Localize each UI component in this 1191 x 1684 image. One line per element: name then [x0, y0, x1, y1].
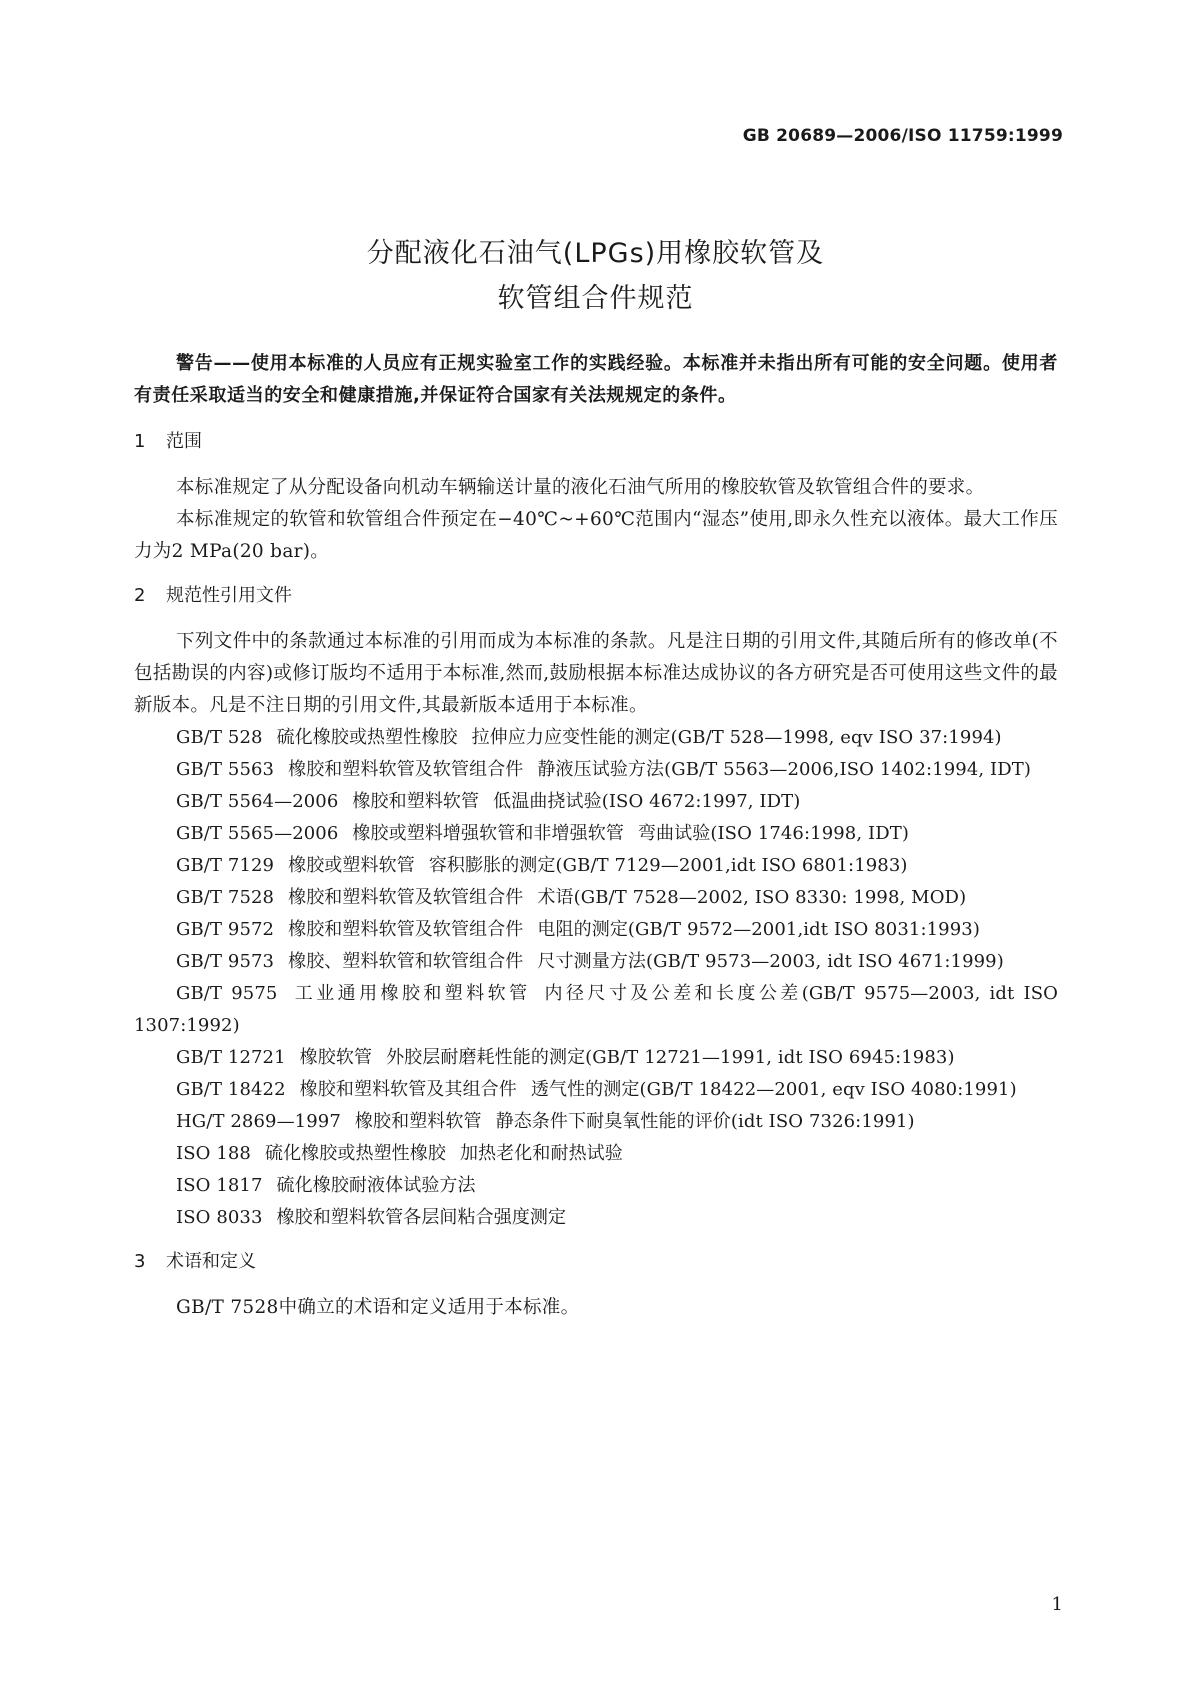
- section-heading: [134, 1246, 1058, 1278]
- reference-subtitle: 弯曲试验(ISO 1746:1998, IDT): [637, 823, 909, 844]
- reference-subtitle: 拉伸应力应变性能的测定(GB/T 528—1998, eqv ISO 37:1994): [471, 727, 1002, 748]
- reference-subtitle: 低温曲挠试验(ISO 4672:1997, IDT): [493, 791, 801, 812]
- reference-subtitle: 内径尺寸及公差和长度公差(GB/T 9575—2003, idt ISO 1307:1992): [134, 983, 1059, 1036]
- reference-code: GB/T 528: [176, 727, 263, 748]
- reference-title: 工业通用橡胶和塑料软管: [291, 983, 531, 1004]
- section-heading: [134, 580, 1058, 612]
- reference-title: 橡胶和塑料软管: [352, 791, 480, 812]
- reference-subtitle: 外胶层耐磨耗性能的测定(GB/T 12721—1991, idt ISO 6945:1983): [386, 1047, 955, 1068]
- reference-code: GB/T 7129: [176, 855, 275, 876]
- reference-item: [134, 978, 1058, 1042]
- document-title-line-2: 软管组合件规范: [497, 283, 694, 314]
- reference-code: HG/T 2869—1997: [176, 1111, 341, 1132]
- reference-item: [134, 946, 1058, 978]
- reference-code: GB/T 5565—2006: [176, 823, 339, 844]
- section-title: 术语和定义: [166, 1251, 256, 1272]
- reference-subtitle: 电阻的测定(GB/T 9572—2001,idt ISO 8031:1993): [537, 919, 980, 940]
- reference-code: GB/T 9575: [176, 983, 278, 1004]
- reference-item: [134, 882, 1058, 914]
- reference-title: 硫化橡胶或热塑性橡胶: [264, 1143, 446, 1164]
- reference-item: [134, 850, 1058, 882]
- reference-code: GB/T 7528: [176, 887, 275, 908]
- warning-paragraph: 警告——使用本标准的人员应有正规实验室工作的实践经验。本标准并未指出所有可能的安全问题。使用者有责任采取适当的安全和健康措施,并保证符合国家有关法规规定的条件。: [134, 353, 1058, 406]
- reference-title: 橡胶或塑料增强软管和非增强软管: [352, 823, 624, 844]
- reference-subtitle: 静液压试验方法(GB/T 5563—2006,ISO 1402:1994, IDT): [537, 759, 1031, 780]
- reference-item: [134, 818, 1058, 850]
- reference-title: 硫化橡胶或热塑性橡胶: [276, 727, 458, 748]
- reference-item: [134, 722, 1058, 754]
- reference-code: ISO 8033: [176, 1207, 263, 1228]
- reference-code: GB/T 9573: [176, 951, 275, 972]
- reference-item: [134, 914, 1058, 946]
- reference-item: [134, 1138, 1058, 1170]
- standard-number: GB 20689—2006/ISO 11759:1999: [742, 126, 1063, 146]
- reference-subtitle: 尺寸测量方法(GB/T 9573—2003, idt ISO 4671:1999): [537, 951, 1004, 972]
- reference-subtitle: 容积膨胀的测定(GB/T 7129—2001,idt ISO 6801:1983): [428, 855, 908, 876]
- reference-title: 橡胶和塑料软管及软管组合件: [288, 919, 524, 940]
- reference-subtitle: 术语(GB/T 7528—2002, ISO 8330: 1998, MOD): [537, 887, 967, 908]
- reference-title: 橡胶和塑料软管: [354, 1111, 482, 1132]
- document-body: [134, 348, 1058, 1336]
- reference-list: [134, 722, 1058, 1234]
- reference-code: GB/T 9572: [176, 919, 275, 940]
- section-scope: [134, 426, 1058, 568]
- reference-item: [134, 786, 1058, 818]
- reference-code: GB/T 18422: [176, 1079, 286, 1100]
- reference-title: 橡胶软管: [299, 1047, 373, 1068]
- reference-code: GB/T 5564—2006: [176, 791, 339, 812]
- page-number: 1: [1051, 1594, 1063, 1615]
- reference-item: [134, 1202, 1058, 1234]
- reference-code: ISO 1817: [176, 1175, 263, 1196]
- reference-item: [134, 754, 1058, 786]
- reference-item: [134, 1074, 1058, 1106]
- section-normative-references: [134, 580, 1058, 1234]
- section-title: 规范性引用文件: [166, 585, 292, 606]
- reference-code: GB/T 12721: [176, 1047, 286, 1068]
- reference-item: [134, 1042, 1058, 1074]
- reference-title: 橡胶、塑料软管和软管组合件: [288, 951, 524, 972]
- section-terms-definitions: [134, 1246, 1058, 1324]
- reference-subtitle: 静态条件下耐臭氧性能的评价(idt ISO 7326:1991): [495, 1111, 915, 1132]
- reference-code: ISO 188: [176, 1143, 251, 1164]
- reference-code: GB/T 5563: [176, 759, 275, 780]
- reference-title: 橡胶或塑料软管: [288, 855, 415, 876]
- reference-item: [134, 1170, 1058, 1202]
- reference-item: [134, 1106, 1058, 1138]
- body-paragraph: 下列文件中的条款通过本标准的引用而成为本标准的条款。凡是注日期的引用文件,其随后所有的修改单(不包括勘误的内容)或修订版均不适用于本标准,然而,鼓励根据本标准达成协议的各方研究是否可使用这些文件的最新版本。凡是不注日期的引用文件,其最新版本适用于本标准。: [134, 631, 1058, 716]
- body-paragraph: 本标准规定了从分配设备向机动车辆输送计量的液化石油气所用的橡胶软管及软管组合件的要求。: [176, 477, 985, 498]
- section-number: 1: [134, 431, 146, 452]
- section-heading: [134, 426, 1058, 458]
- body-paragraph: 本标准规定的软管和软管组合件预定在−40℃~+60℃范围内“湿态”使用,即永久性充以液体。最大工作压力为2 MPa(20 bar)。: [134, 509, 1058, 562]
- document-title-line-1: 分配液化石油气(LPGs)用橡胶软管及: [366, 238, 825, 269]
- reference-title: 橡胶和塑料软管及软管组合件: [288, 887, 524, 908]
- reference-title: 橡胶和塑料软管及其组合件: [299, 1079, 517, 1100]
- section-title: 范围: [166, 431, 202, 452]
- reference-subtitle: 加热老化和耐热试验: [459, 1143, 623, 1164]
- reference-subtitle: 透气性的测定(GB/T 18422—2001, eqv ISO 4080:1991): [530, 1079, 1017, 1100]
- section-number: 3: [134, 1251, 146, 1272]
- section-number: 2: [134, 585, 146, 606]
- body-paragraph: GB/T 7528中确立的术语和定义适用于本标准。: [176, 1297, 580, 1318]
- reference-title: 硫化橡胶耐液体试验方法: [276, 1175, 476, 1196]
- reference-title: 橡胶和塑料软管各层间粘合强度测定: [276, 1207, 567, 1228]
- reference-title: 橡胶和塑料软管及软管组合件: [288, 759, 524, 780]
